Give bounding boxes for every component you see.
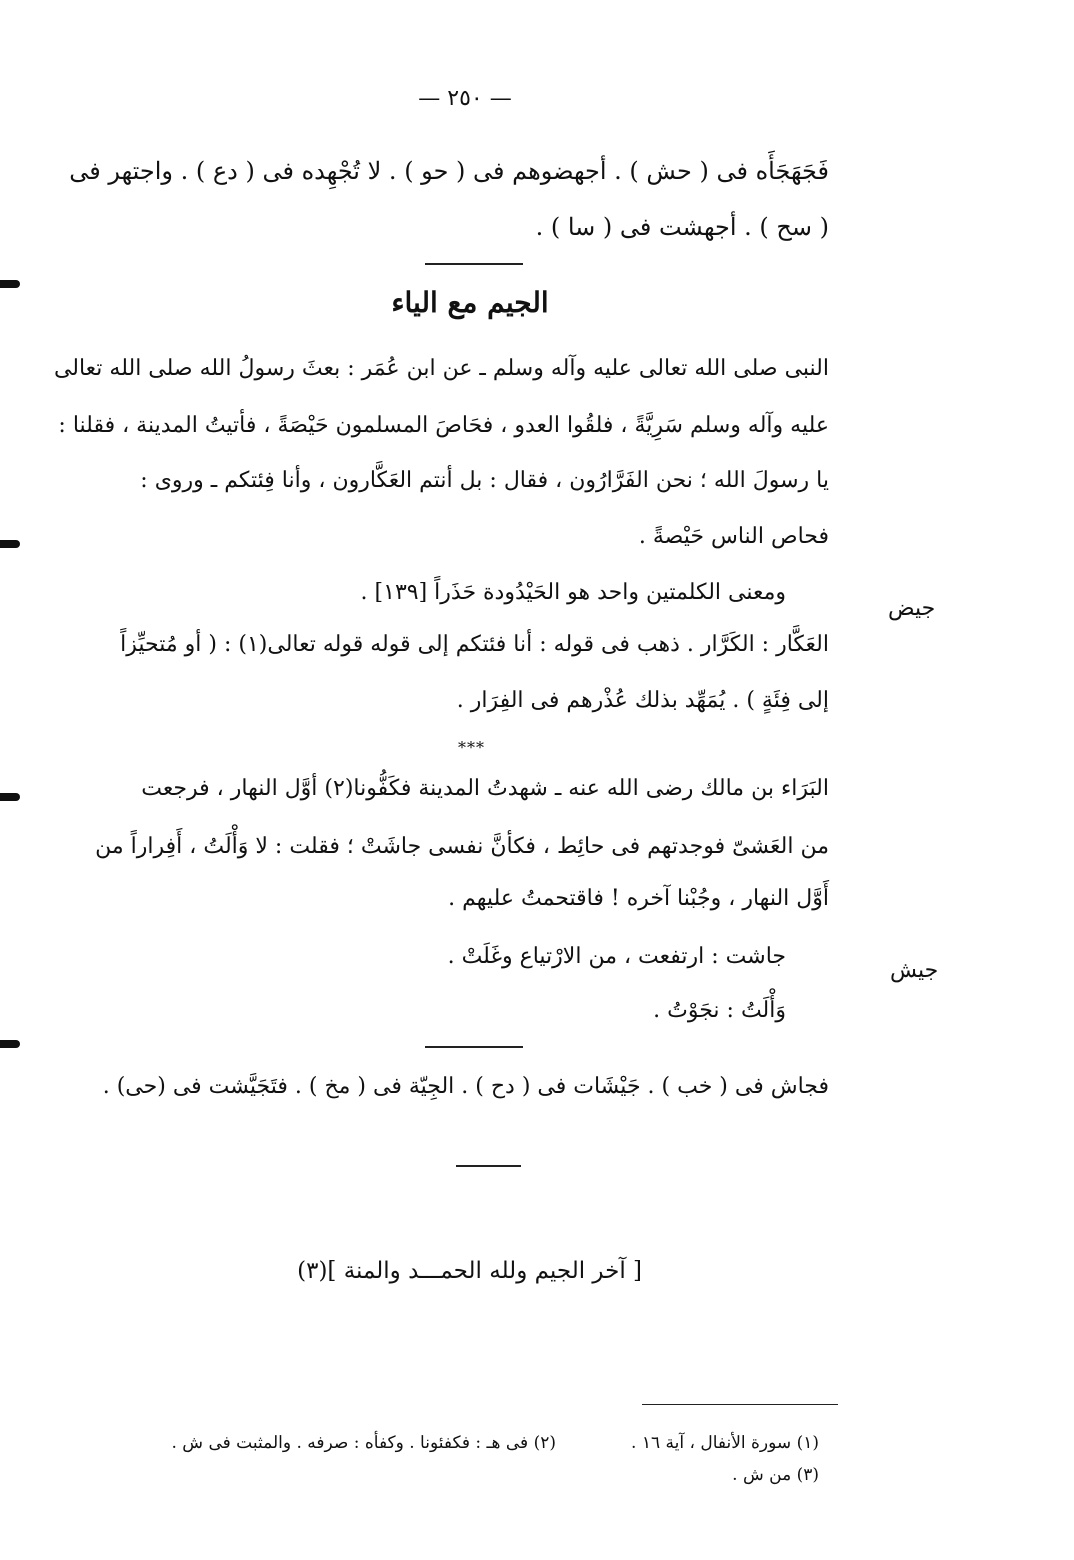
footnote-3: (٣) من ش . — [732, 1465, 819, 1485]
section-heading: الجيم مع الياء — [391, 286, 549, 319]
intro-line-1: فَجَهَجَأَه فى ( حش ) . أجهضوهم فى ( حو ) . لا تُجْهِده فى ( دع ) . واجتهر فى — [69, 157, 829, 185]
hadith-1-line-1: النبى صلى الله تعالى عليه وآله وسلم ـ عن ابن عُمَر : بعثَ رسولُ الله صلى الله تعالى — [53, 356, 829, 381]
end-note: [ آخر الجيم ولله الحمـــد والمنة ](٣) — [297, 1258, 642, 1284]
hadith-1-line-4: فحاص الناس حَيْصةً . — [638, 524, 829, 549]
divider-rule — [425, 263, 523, 265]
section-separator-stars: *** — [458, 738, 485, 757]
page-number: — ٢٥٠ — — [418, 86, 512, 111]
divider-rule — [456, 1165, 521, 1167]
footnote-2: (٢) فى هـ : فكفئونا . وكفأه : صرفه . والمثبت فى ش . — [171, 1433, 556, 1453]
closing-references: فجاش فى ( خب ) . جَيْشَات فى ( دح ) . الجِيّة فى ( مخ ) . فتَجَيَّشت فى (حى) . — [102, 1074, 829, 1099]
hadith-2-note-1: جاشت : ارتفعت ، من الارْتياع وغَلَتْ . — [447, 944, 786, 969]
hadith-1-note-2: العَكَّار : الكَرَّار . ذهب فى قوله : أنا فئتكم إلى قوله قوله تعالى(١) : ( أو مُتحيِّزاً — [120, 632, 829, 657]
footnote-1: (١) سورة الأنفال ، آية ١٦ . — [631, 1433, 819, 1453]
hadith-1-note-3: إلى فِئَةٍ ) . يُمَهِّد بذلك عُذْرهم فى الفِرَار . — [456, 688, 829, 713]
hadith-2-line-2: من العَشىّ فوجدتهم فى حائِط ، فكأنَّ نفسى جاشَتْ ؛ فقلت : لا وَأْلَتُ ، أَفِراراً من — [95, 834, 829, 859]
scan-edge-mark — [0, 793, 20, 801]
footnote-rule — [642, 1404, 838, 1405]
scan-edge-mark — [0, 540, 20, 548]
hadith-2-line-3: أَوَّل النهار ، وجُبْنا آخره ! فاقتحمتُ عليهم . — [448, 886, 829, 911]
scan-edge-mark — [0, 1040, 20, 1048]
hadith-1-line-2: عليه وآله وسلم سَرِيَّةً ، فلقُوا العدو ، فحَاصَ المسلمون حَيْصَةً ، فأتيتُ المدينة ، فقلنا : — [58, 413, 829, 438]
intro-line-2: ( سح ) . أجهشت فى ( سا ) . — [535, 213, 829, 241]
divider-rule — [425, 1046, 523, 1048]
margin-headword-jaysh: جيش — [890, 958, 939, 983]
margin-headword-jayd: جيض — [888, 596, 936, 621]
hadith-1-line-3: يا رسولَ الله ؛ نحن الفَرَّارُون ، فقال : بل أنتم العَكَّارون ، وأنا فِئتكم ـ وروى : — [140, 468, 829, 493]
hadith-2-line-1: البَرَاء بن مالك رضى الله عنه ـ شهدتُ المدينة فكَفُّونا(٢) أوَّل النهار ، فرجعت — [141, 776, 829, 801]
hadith-1-note-1: ومعنى الكلمتين واحد هو الحَيْدُودة حَذَراً [١٣٩] . — [360, 580, 786, 605]
hadith-2-note-2: وَأْلَتُ : نجَوْتُ . — [653, 998, 786, 1023]
scan-edge-mark — [0, 280, 20, 288]
